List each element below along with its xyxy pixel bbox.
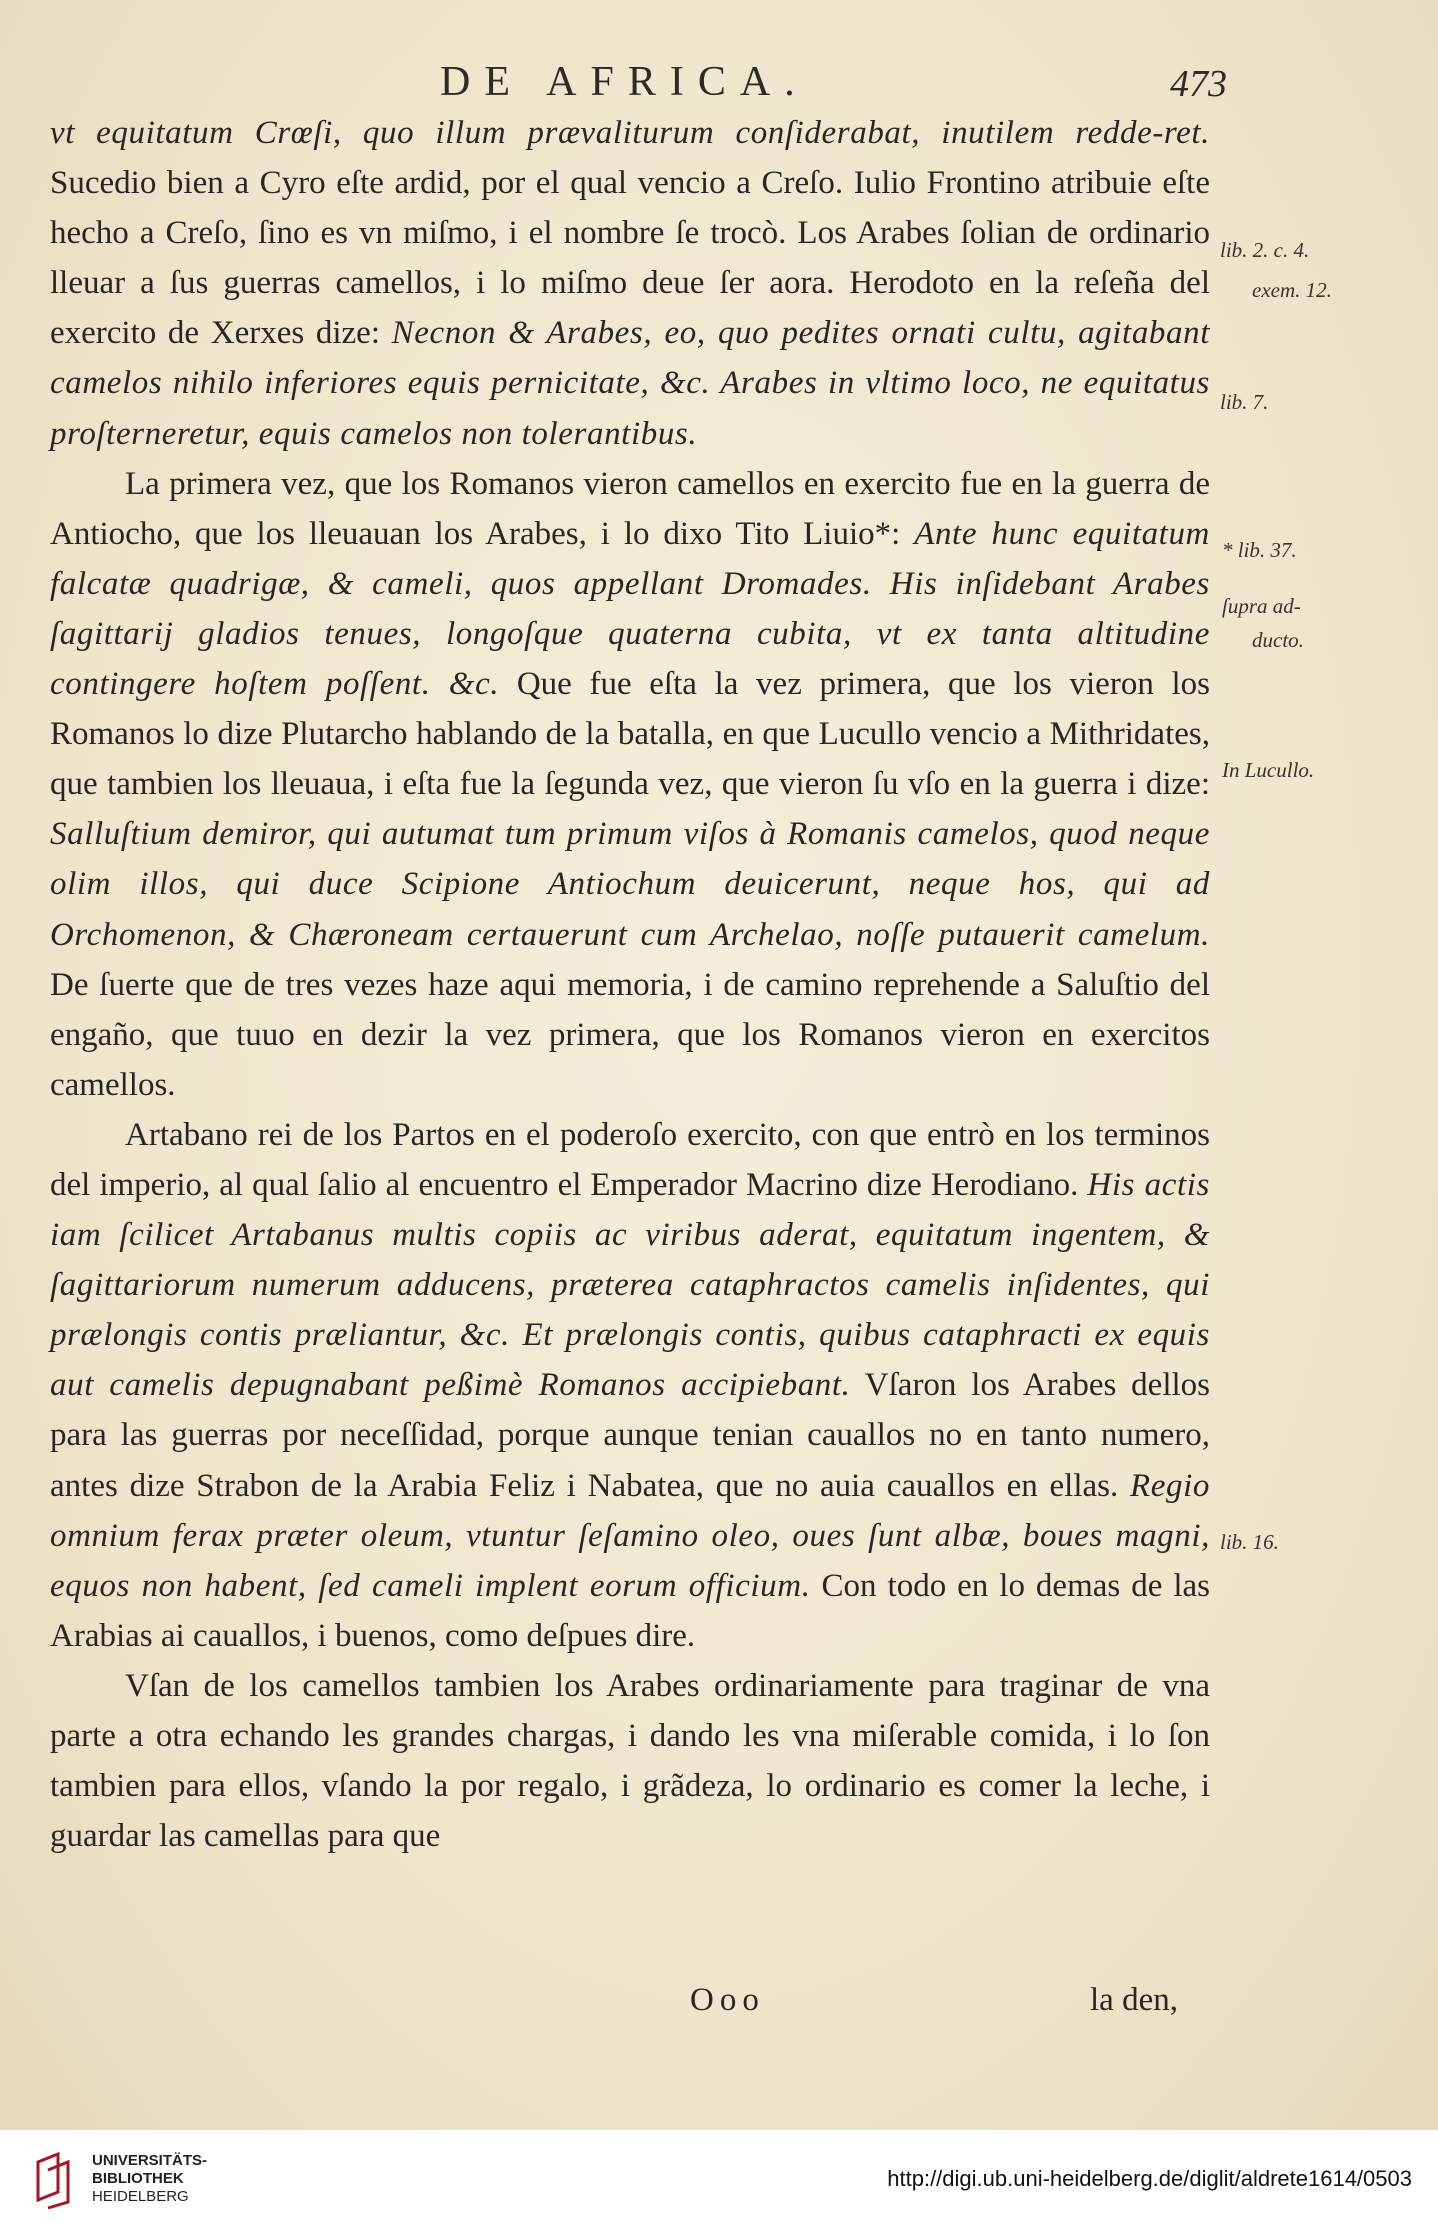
library-name xyxy=(92,2152,207,2206)
spanish-text: Que fue eſta la vez primera, que los vieron los Romanos lo dize Plutarcho hablando de la batalla, en que Lucullo vencio a Mithridates, que tambien los lleuaua, i eſta fue la ſegunda vez, que vieron ſu vſo en la guerra i dize: xyxy=(50,666,1210,803)
marginal-note-frontinus: lib. 2. c. 4. xyxy=(1220,238,1310,262)
paragraph xyxy=(50,1661,1210,1861)
library-name-line: UNIVERSITÄTS- xyxy=(92,2152,208,2169)
library-logo-icon xyxy=(34,2152,76,2210)
latin-quotation: Necnon & Arabes, eo, quo pedites ornati cultu, agitabant camelos nihilo inferiores equis pernicitate, &c. Arabes in vltimo loco, ne equitatus proſterneretur, equis camelos non tolerantibus. xyxy=(50,315,1210,452)
page-number: 473 xyxy=(1170,63,1227,105)
spanish-text: De ſuerte que de tres vezes haze aqui memoria, i de camino reprehende a Saluſtio del engaño, que tuuo en dezir la vez primera, que los Romanos vieron en exercitos camellos. xyxy=(50,966,1210,1103)
spanish-text: La primera vez, que los Romanos vieron camellos en exercito fue en la guerra de Antiocho, que los lleuauan los Arabes, i lo dixo Tito Liuio*: xyxy=(50,465,1210,552)
source-url[interactable]: http://digi.ub.uni-heidelberg.de/diglit/aldrete1614/0503 xyxy=(887,2166,1412,2191)
paragraph xyxy=(50,1110,1210,1661)
paragraph xyxy=(50,108,1210,459)
marginal-note-livy: * lib. 37. xyxy=(1222,538,1297,562)
latin-quotation: vt equitatum Crœſi, quo illum prævaliturum conſiderabat, inutilem redde-ret. xyxy=(50,115,1210,151)
marginal-note-adducto: ducto. xyxy=(1252,628,1304,652)
marginal-note-lucullus: In Lucullo. xyxy=(1222,758,1315,782)
running-title: DE AFRICA. xyxy=(440,59,809,105)
paragraph xyxy=(50,459,1210,1110)
marginal-note-exemplum: exem. 12. xyxy=(1252,278,1332,302)
marginal-note-herodotus: lib. 7. xyxy=(1220,390,1269,414)
marginal-note-strabo: lib. 16. xyxy=(1220,1530,1279,1554)
spanish-text: Artabano rei de los Partos en el poderoſo exercito, con que entrò en los terminos del imperio, al qual ſalio al encuentro el Emperador Macrino dize Herodiano. xyxy=(50,1116,1210,1203)
spanish-text: Vſan de los camellos tambien los Arabes ordinariamente para traginar de vna parte a otra echando les grandes chargas, i dando les vna miſerable comida, i lo ſon tambien para ellos, vſando la por regalo, i grãdeza, lo ordinario es comer la leche, i guardar las camellas para que xyxy=(50,1667,1210,1855)
catchword: la den, xyxy=(1090,1982,1178,2018)
library-name-line: BIBLIOTHEK xyxy=(92,2170,184,2187)
latin-quotation: His actis iam ſcilicet Artabanus multis copiis ac viribus aderat, equitatum ingentem, & ſagittariorum numerum adducens, præterea cataphractos camelis inſidentes, qui prælongis contis præliantur, &c. Et prælongis contis, quibus cataphracti ex equis aut camelis depugnabant peßimè Romanos accipiebant. xyxy=(50,1166,1210,1404)
latin-quotation: Salluſtium demiror, qui autumat tum primum viſos à Romanis camelos, quod neque olim illos, qui duce Scipione Antiochum deuicerunt, neque hos, qui ad Orchomenon, & Chæroneam certauerunt cum Archelao, noſſe putauerit camelum. xyxy=(50,816,1210,953)
spanish-text: Con todo en lo demas de las Arabias ai cauallos, i buenos, como deſpues dire. xyxy=(50,1567,1210,1654)
footer-bar xyxy=(0,2130,1438,2235)
marginal-note-supra: ſupra ad- xyxy=(1222,594,1301,618)
spanish-text: Vſaron los Arabes dellos para las guerras por neceſſidad, porque aunque tenian cauallos no en tanto numero, antes dize Strabon de la Arabia Feliz i Nabatea, que no auia cauallos en ellas. xyxy=(50,1367,1210,1504)
signature-mark: Ooo xyxy=(690,1982,765,2018)
body-text xyxy=(50,108,1210,1861)
latin-quotation: Regio omnium ferax præter oleum, vtuntur ſeſamino oleo, oues ſunt albæ, boues magni, equos non habent, ſed cameli implent eorum officium. xyxy=(50,1467,1210,1604)
spanish-text: Sucedio bien a Cyro eſte ardid, por el qual vencio a Creſo. Iulio Frontino atribuie eſte hecho a Creſo, ſino es vn miſmo, i el nombre ſe trocò. Los Arabes ſolian de ordinario lleuar a ſus guerras camellos, i lo miſmo deue ſer aora. Herodoto en la reſeña del exercito de Xerxes dize: xyxy=(50,165,1210,352)
library-name-line: HEIDELBERG xyxy=(92,2188,189,2205)
latin-quotation: Ante hunc equitatum falcatæ quadrigæ, & cameli, quos appellant Dromades. His inſidebant Arabes ſagittarij gladios tenues, longoſque quaterna cubita, vt ex tanta altitudine contingere hoſtem poſſent. &c. xyxy=(50,515,1210,703)
